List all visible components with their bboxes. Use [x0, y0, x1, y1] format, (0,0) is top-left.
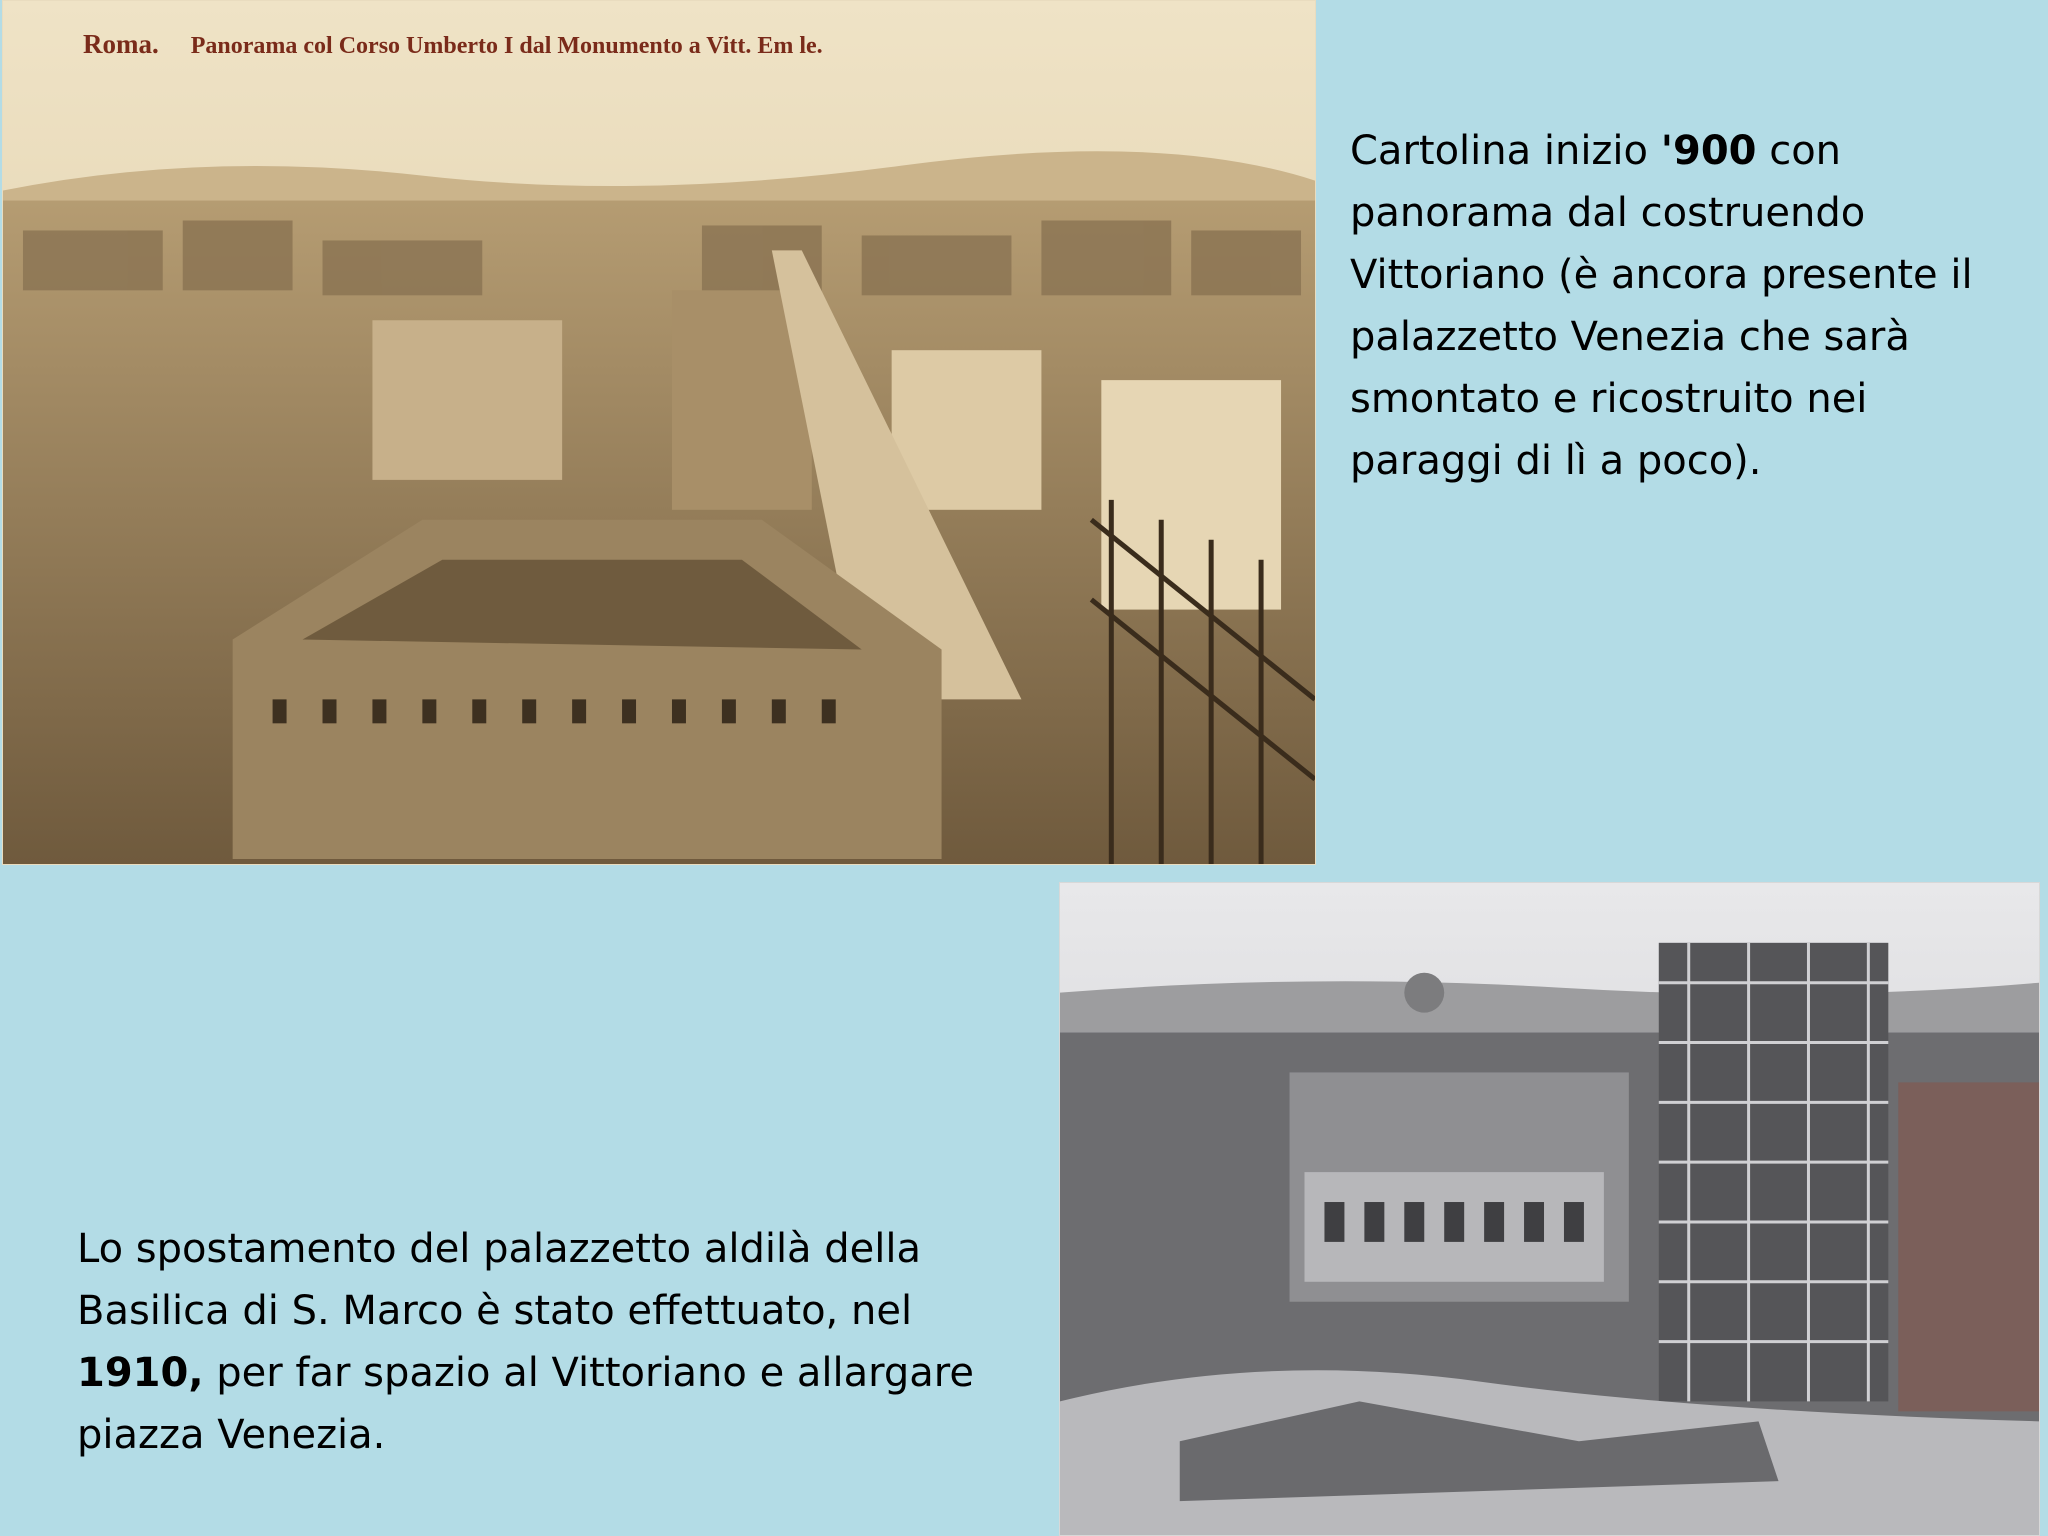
postcard-title [83, 29, 823, 60]
caption-relocation-bold: 1910, [77, 1350, 204, 1396]
caption-postcard-bold: '900 [1660, 128, 1757, 174]
caption-relocation-text-2: per far spazio al Vittoriano e allargare piazza Venezia. [77, 1350, 974, 1458]
caption-relocation-text-1: Lo spostamento del palazzetto aldilà della Basilica di S. Marco è stato effettuato, nel [77, 1226, 922, 1334]
postcard-caption-label: Panorama col Corso Umberto I dal Monumento a Vitt. Em le. [190, 33, 823, 59]
caption-postcard-text-2: con panorama dal costruendo Vittoriano (è ancora presente il palazzetto Venezia che sarà smontato e ricostruito nei paraggi di lì a poco). [1350, 128, 1973, 484]
postcard-photo-rome-panorama [2, 0, 1316, 865]
photo-demolition-1910 [1059, 882, 2040, 1536]
postcard-city-label: Roma. [83, 29, 159, 59]
caption-postcard-text-1: Cartolina inizio [1350, 128, 1661, 174]
demolition-image [1060, 883, 2039, 1535]
caption-relocation [77, 1218, 1037, 1466]
caption-postcard [1350, 120, 2030, 492]
postcard-image [3, 1, 1315, 864]
